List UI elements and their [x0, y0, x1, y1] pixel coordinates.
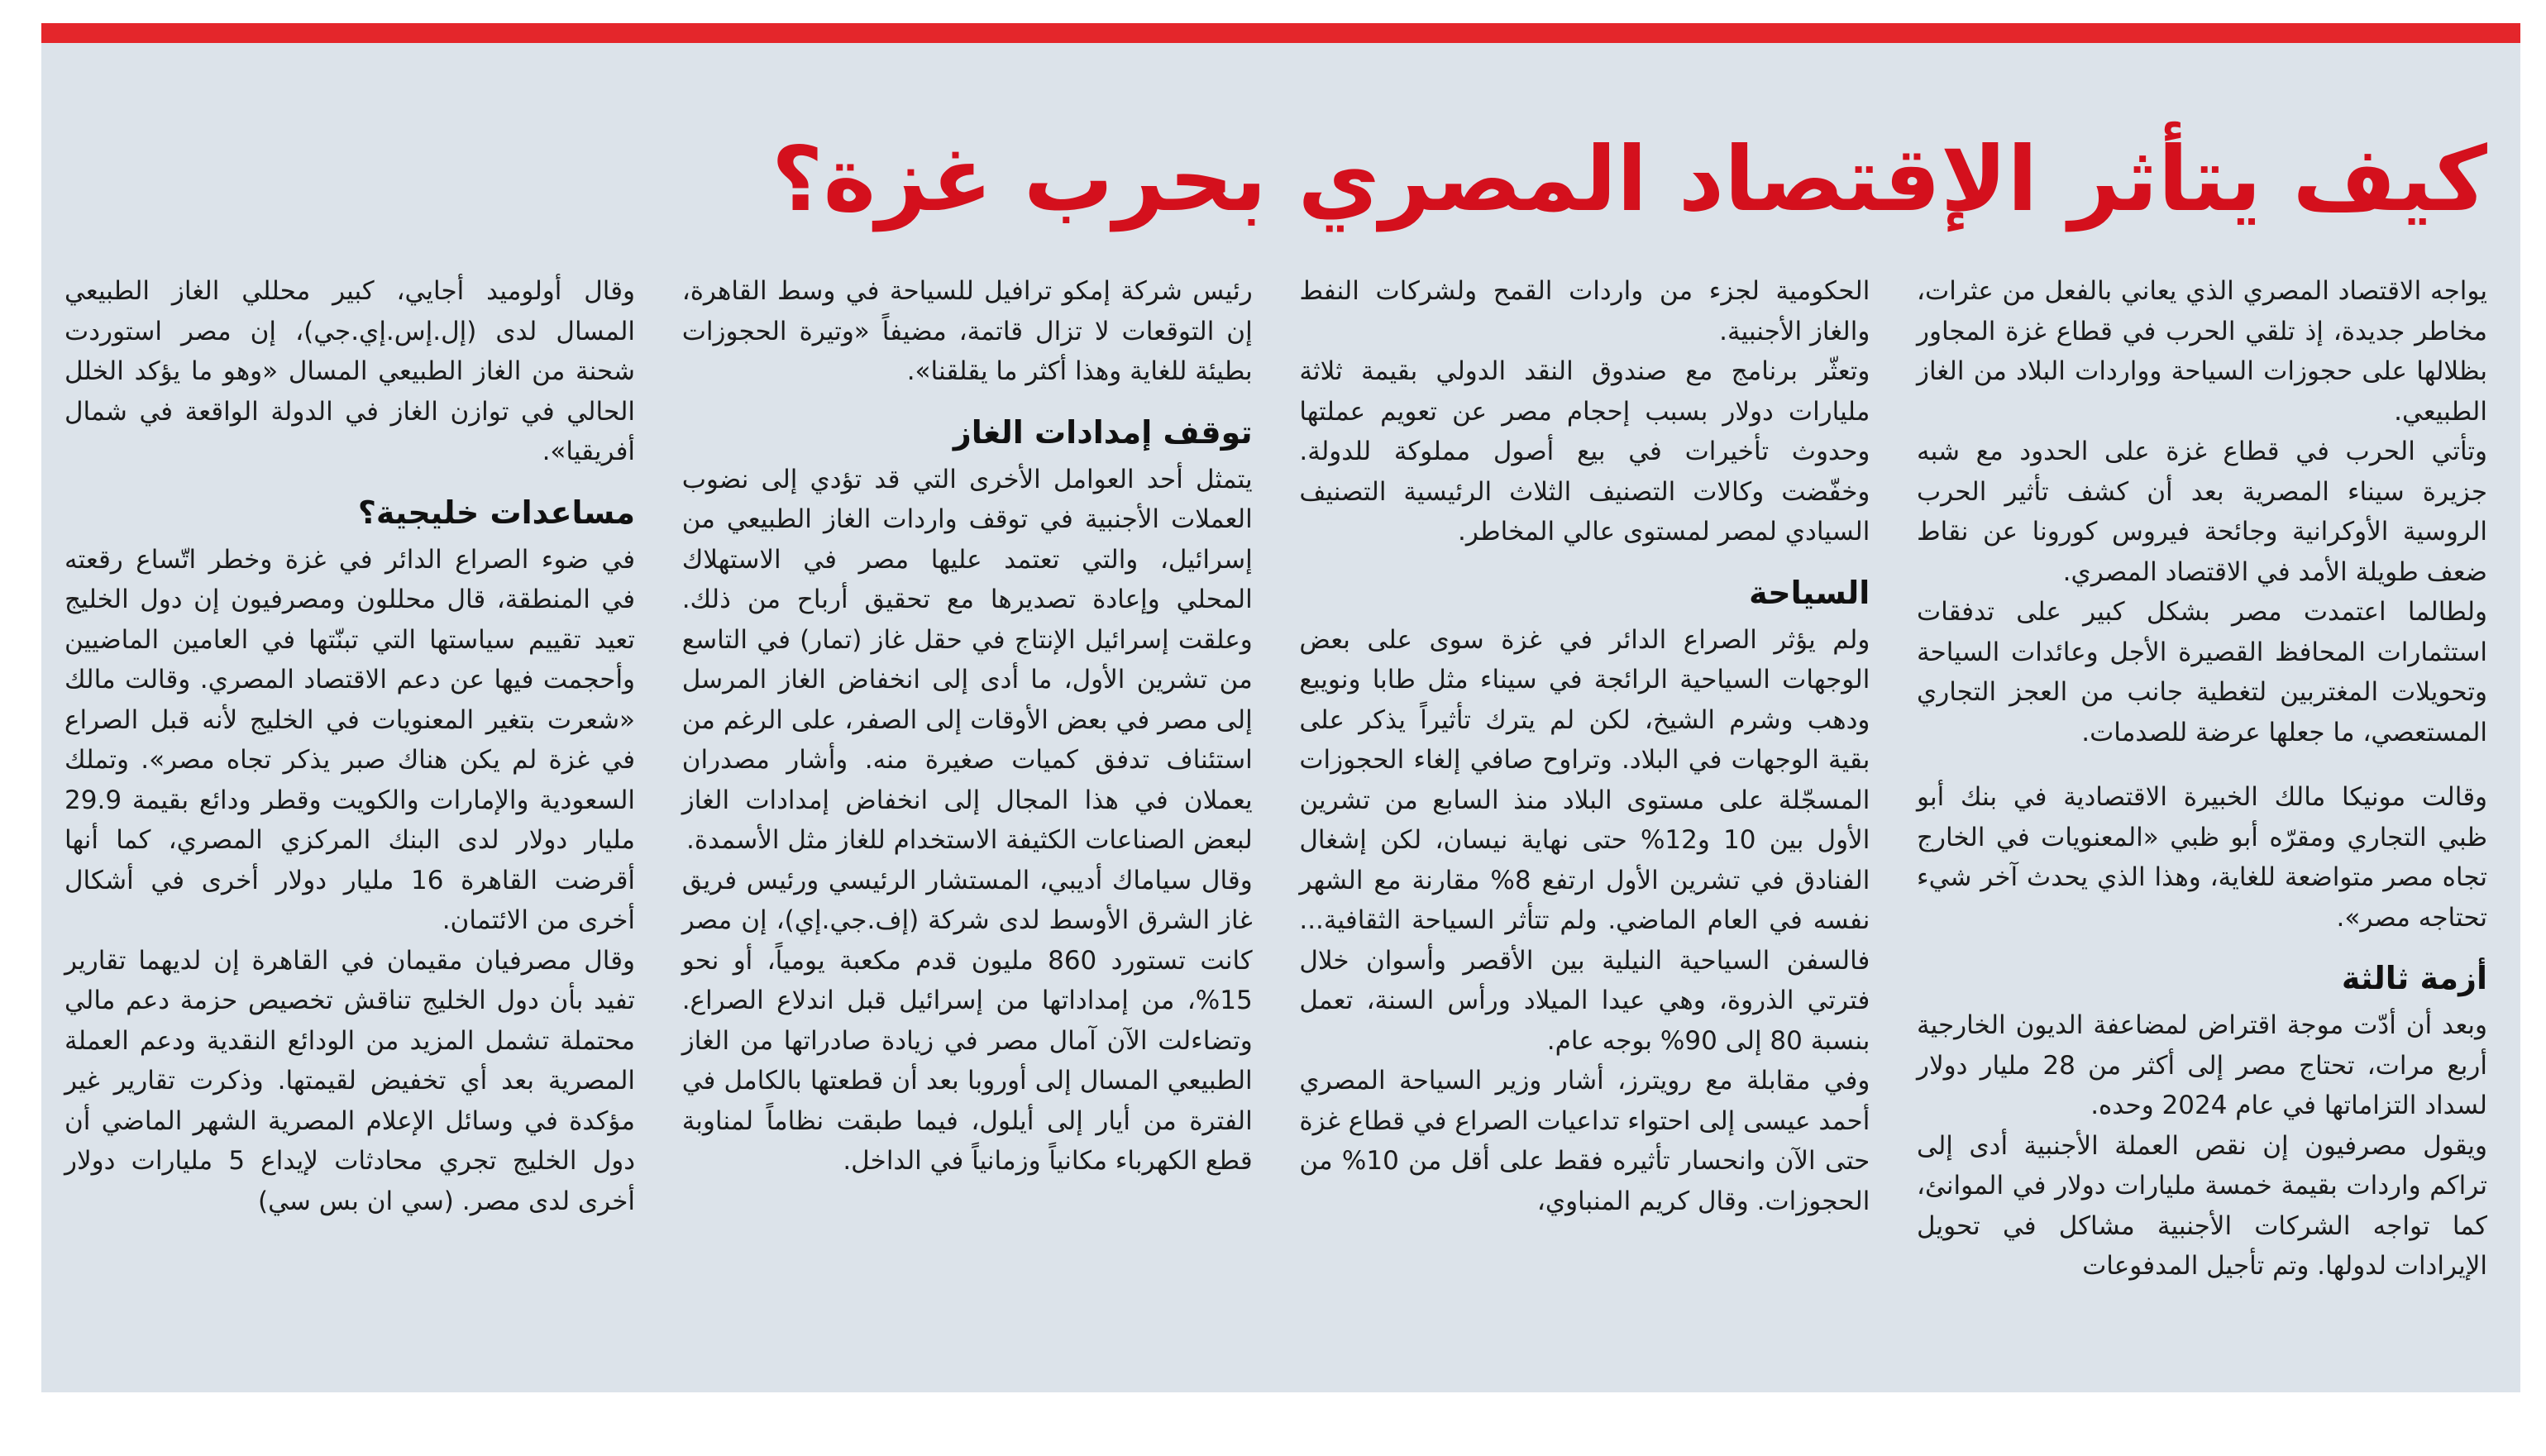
section-heading: توقف إمدادات الغاز: [953, 413, 1253, 451]
body-paragraph: وتعثّر برنامج مع صندوق النقد الدولي بقيمة ثلاثة مليارات دولار بسبب إحجام مصر عن تعويم عملتها وحدوث تأخيرات في بيع أصول مملوكة للدولة. وخفّضت وكالات التصنيف الثلاث الرئيسية التصنيف السيادي لمصر لمستوى عالي المخاطر.: [1299, 356, 1870, 547]
body-paragraph: وقال سياماك أديبي، المستشار الرئيسي ورئيس فريق غاز الشرق الأوسط لدى شركة (إف.جي.إي)، إن مصر كانت تستورد 860 مليون قدم مكعبة يومياً، أو نحو 15%، من إمداداتها من إسرائيل قبل اندلاع الصراع. وتضاءلت الآن آمال مصر في زيادة صادراتها من الغاز الطبيعي المسال إلى أوروبا بعد أن قطعتها بالكامل في الفترة من أيار إلى أيلول، فيما طبقت نظاماً لمناوبة قطع الكهرباء مكانياً وزمانياً في الداخل.: [681, 865, 1253, 1176]
body-paragraph: يتمثل أحد العوامل الأخرى التي قد تؤدي إلى نضوب العملات الأجنبية في توقف واردات الغاز الطبيعي من إسرائيل، والتي تعتمد عليها مصر في الاستهلاك المحلي وإعادة تصديرها مع تحقيق أرباح من ذلك. وعلقت إسرائيل الإنتاج في حقل غاز (تمار) في التاسع من تشرين الأول، ما أدى إلى انخفاض الغاز المرسل إلى مصر في بعض الأوقات إلى الصفر، على الرغم من استئناف تدفق كميات صغيرة منه. وأشار مصدران يعملان في هذا المجال إلى انخفاض إمدادات الغاز لبعض الصناعات الكثيفة الاستخدام للغاز مثل الأسمدة.: [681, 464, 1253, 855]
body-paragraph: رئيس شركة إمكو ترافيل للسياحة في وسط القاهرة، إن التوقعات لا تزال قاتمة، مضيفاً «وتيرة الحجوزات بطيئة للغاية وهذا أكثر ما يقلقنا».: [681, 276, 1253, 386]
body-paragraph: وقال أولوميد أجايي، كبير محللي الغاز الطبيعي المسال لدى (إل.إس.إي.جي)، إن مصر استوردت شحنة من الغاز الطبيعي المسال «وهو ما يؤكد الخلل الحالي في توازن الغاز في الدولة الواقعة في شمال أفريقيا».: [64, 276, 636, 466]
body-paragraph: وتأتي الحرب في قطاع غزة على الحدود مع شبه جزيرة سيناء المصرية بعد أن كشف تأثير الحرب الروسية الأوكرانية وجائحة فيروس كورونا عن نقاط ضعف طويلة الأمد في الاقتصاد المصري.: [1917, 437, 2487, 587]
body-paragraph: ويقول مصرفيون إن نقص العملة الأجنبية أدى إلى تراكم واردات بقيمة خمسة مليارات دولار في الموانئ، كما تواجه الشركات الأجنبية مشاكل في تحويل الإيرادات لدولها. وتم تأجيل المدفوعات: [1917, 1130, 2487, 1281]
section-heading: السياحة: [1749, 574, 1870, 611]
article-column-1: [1917, 271, 2487, 1379]
body-paragraph: ولطالما اعتمدت مصر بشكل كبير على تدفقات استثمارات المحافظ القصيرة الأجل وعائدات السياحة وتحويلات المغتربين لتغطية جانب من العجز التجاري المستعصي، ما جعلها عرضة للصدمات.: [1917, 597, 2487, 747]
article-columns: [64, 271, 2487, 1379]
top-accent-bar: [41, 23, 2520, 43]
body-paragraph: الحكومية لجزء من واردات القمح ولشركات النفط والغاز الأجنبية.: [1299, 276, 1870, 346]
body-paragraph: وبعد أن أدّت موجة اقتراض لمضاعفة الديون الخارجية أربع مرات، تحتاج مصر إلى أكثر من 28 مليار دولار لسداد التزاماتها في عام 2024 وحده.: [1917, 1010, 2488, 1120]
body-paragraph: وقال مصرفيان مقيمان في القاهرة إن لديهما تقارير تفيد بأن دول الخليج تناقش تخصيص حزمة دعم مالي محتملة تشمل المزيد من الودائع النقدية ودعم العملة المصرية بعد أي تخفيض لقيمتها. وذكرت تقارير غير مؤكدة في وسائل الإعلام المصرية الشهر الماضي أن دول الخليج تجري محادثات لإيداع 5 مليارات دولار أخرى لدى مصر. (سي ان بس سي): [64, 945, 636, 1216]
body-paragraph: في ضوء الصراع الدائر في غزة وخطر اتّساع رقعته في المنطقة، قال محللون ومصرفيون إن دول الخليج تعيد تقييم سياستها التي تبنّتها في العامين الماضيين وأحجمت فيها عن دعم الاقتصاد المصري. وقالت مالك «شعرت بتغير المعنويات في الخليج لأنه قبل الصراع في غزة لم يكن هناك صبر يذكر تجاه مصر». وتملك السعودية والإمارات والكويت وقطر ودائع بقيمة 29.9 مليار دولار لدى البنك المركزي المصري، كما أنها أقرضت القاهرة 16 مليار دولار أخرى في أشكال أخرى من الائتمان.: [64, 544, 636, 935]
article-column-3: [682, 271, 1253, 1379]
body-paragraph: يواجه الاقتصاد المصري الذي يعاني بالفعل من عثرات، مخاطر جديدة، إذ تلقي الحرب في قطاع غزة المجاور بظلالها على حجوزات السياحة وواردات البلاد من الغاز الطبيعي.: [1917, 276, 2487, 427]
article-column-4: [64, 271, 635, 1379]
body-paragraph: وقالت مونيكا مالك الخبيرة الاقتصادية في بنك أبو ظبي التجاري ومقرّه أبو ظبي «المعنويات في الخارج تجاه مصر متواضعة للغاية، وهذا الذي يحدث آخر شيء تحتاجه مصر».: [1917, 782, 2487, 933]
article-column-2: [1299, 271, 1870, 1379]
article-panel: [41, 23, 2520, 1392]
section-heading: مساعدات خليجية؟: [357, 494, 636, 531]
body-paragraph: ولم يؤثر الصراع الدائر في غزة سوى على بعض الوجهات السياحية الرائجة في سيناء مثل طابا ونويبع ودهب وشرم الشيخ، لكن لم يترك تأثيراً يذكر على بقية الوجهات في البلاد. وتراوح صافي إلغاء الحجوزات المسجّلة على مستوى البلاد منذ السابع من تشرين الأول بين 10 و12% حتى نهاية نيسان، لكن إشغال الفنادق في تشرين الأول ارتفع 8% مقارنة مع الشهر نفسه في العام الماضي. ولم تتأثر السياحة الثقافية... فالسفن السياحية النيلية بين الأقصر وأسوان خلال فترتي الذروة، وهي عيدا الميلاد ورأس السنة، تعمل بنسبة 80 إلى 90% بوجه عام.: [1299, 624, 1870, 1056]
body-paragraph: وفي مقابلة مع رويترز، أشار وزير السياحة المصري أحمد عيسى إلى احتواء تداعيات الصراع في قطاع غزة حتى الآن وانحسار تأثيره فقط على أقل من 10% من الحجوزات. وقال كريم المنباوي،: [1299, 1066, 1870, 1216]
section-heading: أزمة ثالثة: [2341, 960, 2487, 996]
headline: كيف يتأثر الإقتصاد المصري بحرب غزة؟: [771, 128, 2487, 232]
paragraph-gap: [1917, 752, 2487, 777]
